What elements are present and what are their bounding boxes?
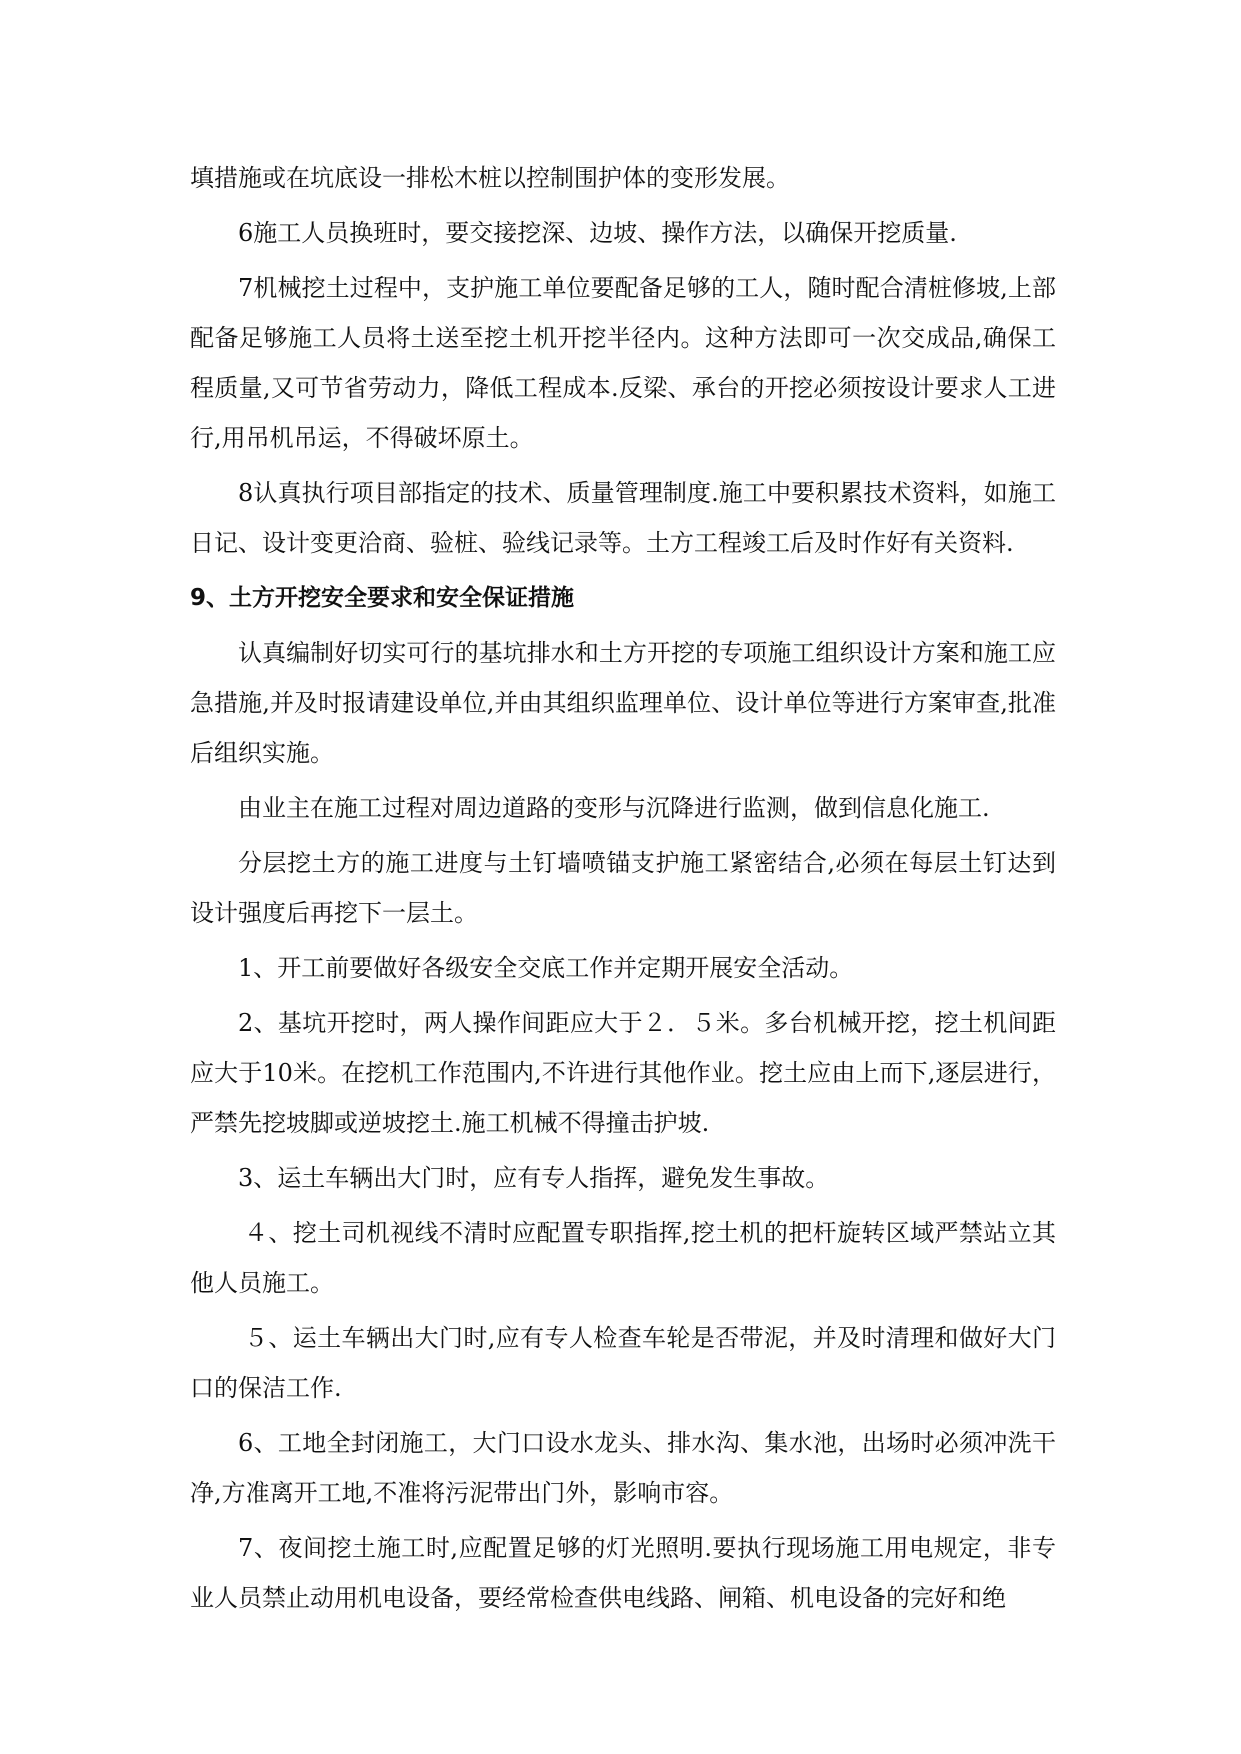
paragraph-layered-excavation: 分层挖土方的施工进度与土钉墙喷锚支护施工紧密结合,必须在每层土钉达到设计强度后再挖下一层土。 — [190, 849, 1056, 927]
safety-item-3: 3、运土车辆出大门时，应有专人指挥，避免发生事故。 — [238, 1164, 830, 1192]
paragraph-item-6: 6施工人员换班时，要交接挖深、边坡、操作方法，以确保开挖质量. — [238, 219, 957, 247]
safety-item-7: 7、夜间挖土施工时,应配置足够的灯光照明.要执行现场施工用电规定，非专业人员禁止动用机电设备，要经常检查供电线路、闸箱、机电设备的完好和绝 — [190, 1534, 1056, 1612]
paragraph-item-8: 8认真执行项目部指定的技术、质量管理制度.施工中要积累技术资料，如施工日记、设计变更洽商、验桩、验线记录等。土方工程竣工后及时作好有关资料. — [190, 479, 1056, 557]
paragraph-continuation: 填措施或在坑底设一排松木桩以控制围护体的变形发展。 — [190, 164, 790, 192]
safety-item-6: 6、工地全封闭施工，大门口设水龙头、排水沟、集水池，出场时必须冲洗干净,方准离开工地,不准将污泥带出门外，影响市容。 — [190, 1429, 1056, 1507]
safety-item-2: 2、基坑开挖时，两人操作间距应大于２．５米。多台机械开挖，挖土机间距应大于10米。在挖机工作范围内,不许进行其他作业。挖土应由上而下,逐层进行，严禁先挖坡脚或逆坡挖土.施工机械不得撞击护坡. — [190, 1009, 1056, 1137]
section-heading: 9、土方开挖安全要求和安全保证措施 — [190, 585, 575, 611]
paragraph-plan: 认真编制好切实可行的基坑排水和土方开挖的专项施工组织设计方案和施工应急措施,并及时报请建设单位,并由其组织监理单位、设计单位等进行方案审查,批准后组织实施。 — [190, 639, 1056, 767]
safety-item-5: ５、运土车辆出大门时,应有专人检查车轮是否带泥，并及时清理和做好大门口的保洁工作. — [190, 1324, 1056, 1402]
paragraph-monitoring: 由业主在施工过程对周边道路的变形与沉降进行监测，做到信息化施工. — [238, 794, 990, 822]
safety-item-4: ４、挖土司机视线不清时应配置专职指挥,挖土机的把杆旋转区域严禁站立其他人员施工。 — [190, 1219, 1056, 1297]
paragraph-item-7: 7机械挖土过程中，支护施工单位要配备足够的工人，随时配合清桩修坡,上部配备足够施工人员将土送至挖土机开挖半径内。这种方法即可一次交成品,确保工程质量,又可节省劳动力，降低工程成本.反梁、承台的开挖必须按设计要求人工进行,用吊机吊运，不得破坏原土。 — [190, 274, 1056, 452]
document-body — [190, 153, 1056, 1628]
safety-item-1: 1、开工前要做好各级安全交底工作并定期开展安全活动。 — [238, 954, 854, 982]
